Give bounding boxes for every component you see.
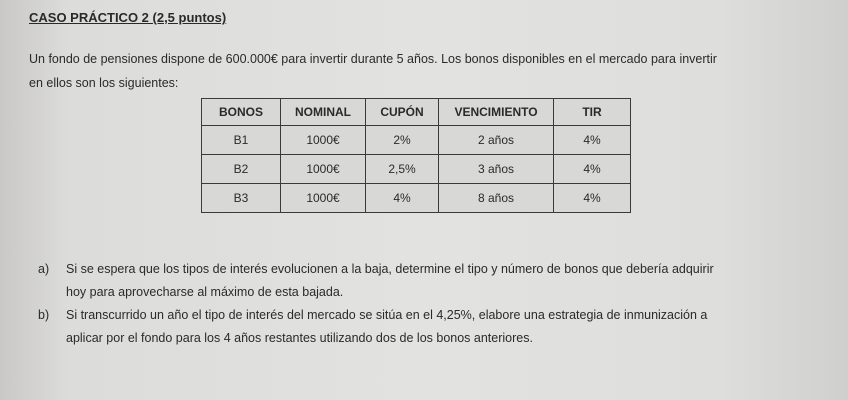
cell: B1 bbox=[202, 126, 281, 155]
cell: 8 años bbox=[439, 184, 554, 213]
question-b-marker: b) bbox=[38, 308, 50, 322]
header-cell: CUPÓN bbox=[366, 99, 439, 126]
question-b-line-2: aplicar por el fondo para los 4 años restantes utilizando dos de los bonos anteriores. bbox=[66, 331, 533, 345]
cell: 1000€ bbox=[281, 126, 366, 155]
header-cell: TIR bbox=[554, 99, 631, 126]
table-row bbox=[202, 126, 631, 155]
question-b-line-1: Si transcurrido un año el tipo de interés del mercado se sitúa en el 4,25%, elabore una estrategia de inmunización a bbox=[66, 308, 708, 322]
cell: 1000€ bbox=[281, 155, 366, 184]
header-cell: VENCIMIENTO bbox=[439, 99, 554, 126]
table-row bbox=[202, 155, 631, 184]
intro-line-2: en ellos son los siguientes: bbox=[29, 76, 179, 90]
table-row bbox=[202, 184, 631, 213]
header-cell: BONOS bbox=[202, 99, 281, 126]
cell: 4% bbox=[554, 155, 631, 184]
question-a-line-2: hoy para aprovecharse al máximo de esta bajada. bbox=[66, 285, 344, 299]
cell: 4% bbox=[554, 184, 631, 213]
cell: 4% bbox=[366, 184, 439, 213]
cell: 4% bbox=[554, 126, 631, 155]
question-a-line-1: Si se espera que los tipos de interés evolucionen a la baja, determine el tipo y número de bonos que debería adquirir bbox=[66, 262, 714, 276]
cell: 2% bbox=[366, 126, 439, 155]
cell: B2 bbox=[202, 155, 281, 184]
cell: B3 bbox=[202, 184, 281, 213]
cell: 1000€ bbox=[281, 184, 366, 213]
cell: 2,5% bbox=[366, 155, 439, 184]
header-cell: NOMINAL bbox=[281, 99, 366, 126]
case-title: CASO PRÁCTICO 2 (2,5 puntos) bbox=[29, 10, 227, 25]
question-a-marker: a) bbox=[38, 262, 50, 276]
cell: 2 años bbox=[439, 126, 554, 155]
bonds-table bbox=[201, 98, 631, 213]
intro-line-1: Un fondo de pensiones dispone de 600.000€ para invertir durante 5 años. Los bonos disponibles en el mercado para invertir bbox=[29, 52, 717, 66]
table-header-row bbox=[202, 99, 631, 126]
cell: 3 años bbox=[439, 155, 554, 184]
